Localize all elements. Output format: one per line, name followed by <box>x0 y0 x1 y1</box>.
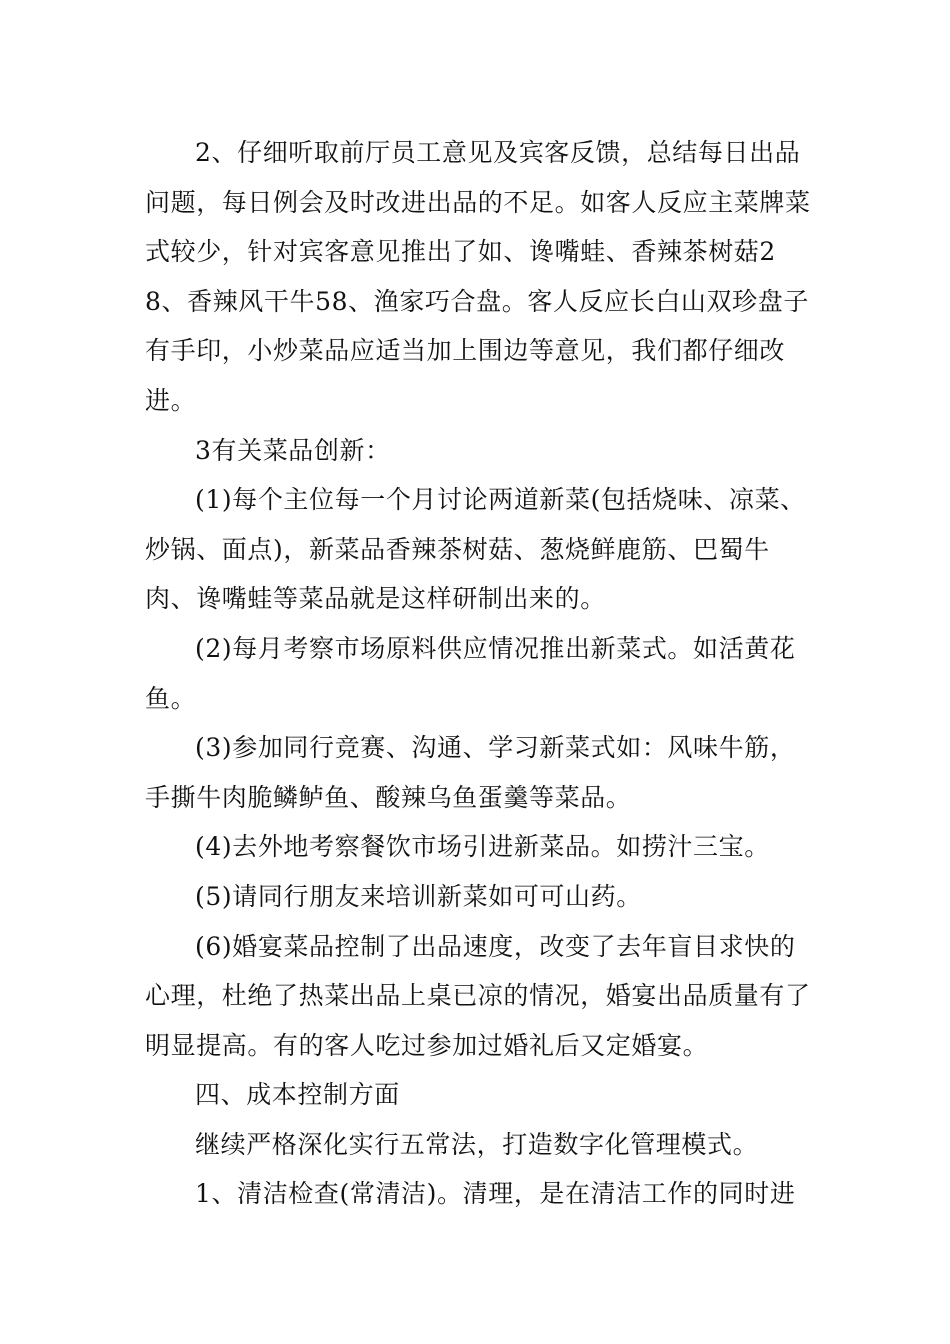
paragraph-innovation-heading: 3有关菜品创新： <box>195 435 391 465</box>
paragraph-item-1: (1)每个主位每一个月讨论两道新菜(包括烧味、凉菜、炒锅、面点)，新菜品香辣茶树菇、葱烧鲜鹿筋、巴蜀牛肉、谗嘴蛙等菜品就是这样研制出来的。 <box>145 485 806 614</box>
document-body <box>145 128 815 1219</box>
paragraph-cleaning-check: 1、清洁检查(常清洁)。清理，是在清洁工作的同时进 <box>195 1179 796 1209</box>
paragraph-feedback: 2、仔细听取前厅员工意见及宾客反馈，总结每日出品问题，每日例会及时改进出品的不足。如客人反应主菜牌菜式较少，针对宾客意见推出了如、谗嘴蛙、香辣茶树菇28、香辣风干牛58、渔家巧合盘。客人反应长白山双珍盘子有手印，小炒菜品应适当加上围边等意见，我们都仔细改进。 <box>145 138 811 415</box>
paragraph-item-5: (5)请同行朋友来培训新菜如可可山药。 <box>195 881 642 911</box>
paragraph-five-s-method: 继续严格深化实行五常法，打造数字化管理模式。 <box>195 1129 759 1159</box>
paragraph-item-6: (6)婚宴菜品控制了出品速度，改变了去年盲目求快的心理，杜绝了热菜出品上桌已凉的情况，婚宴出品质量有了明显提高。有的客人吃过参加过婚礼后又定婚宴。 <box>145 931 811 1060</box>
section-heading-cost-control: 四、成本控制方面 <box>195 1080 400 1110</box>
paragraph-item-4: (4)去外地考察餐饮市场引进新菜品。如捞汁三宝。 <box>195 832 770 862</box>
paragraph-item-2: (2)每月考察市场原料供应情况推出新菜式。如活黄花鱼。 <box>145 633 796 713</box>
paragraph-item-3: (3)参加同行竞赛、沟通、学习新菜式如：风味牛筋，手撕牛肉脆鳞鲈鱼、酸辣乌鱼蛋羹等菜品。 <box>145 733 796 812</box>
